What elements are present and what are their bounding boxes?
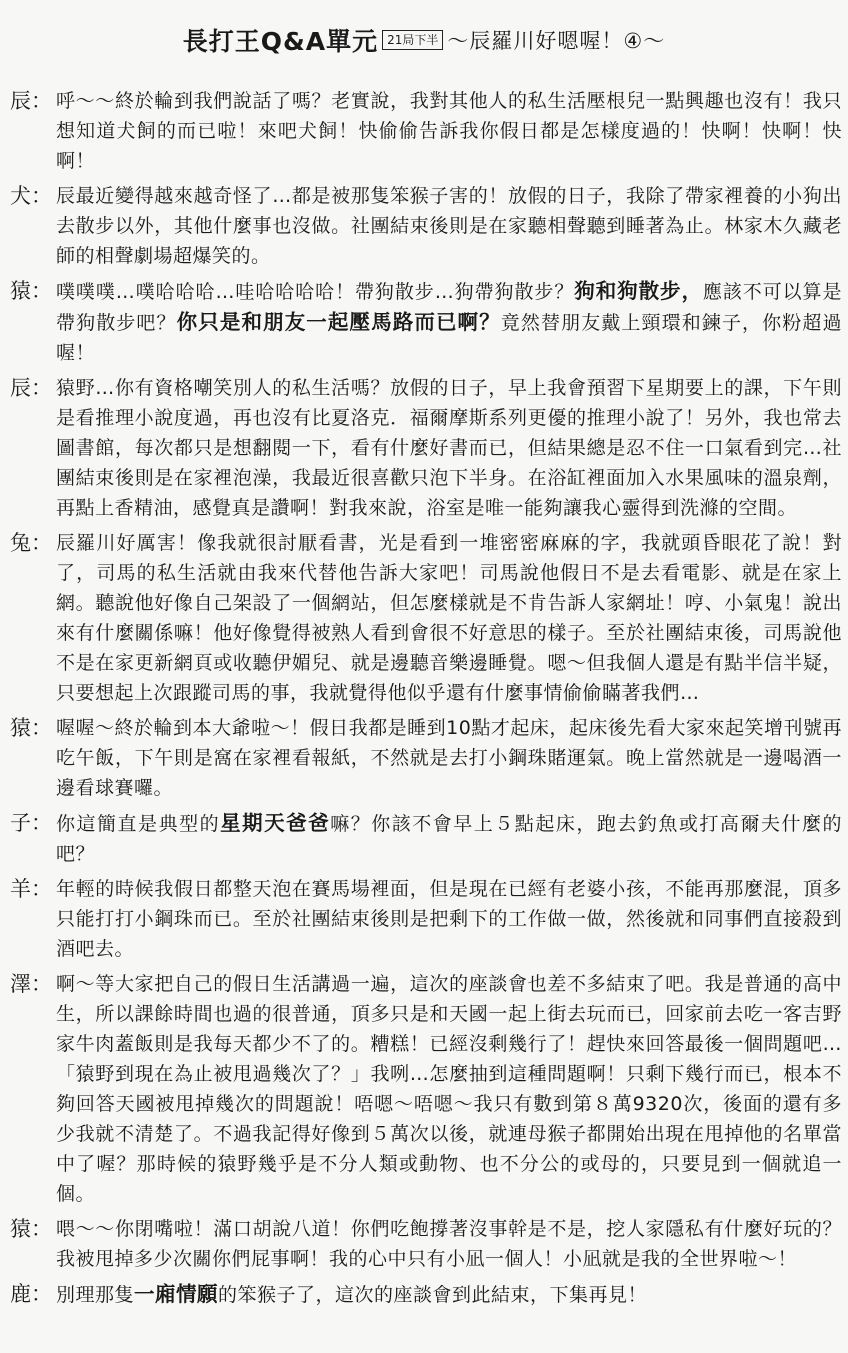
dialogue-entry bbox=[10, 86, 842, 176]
dialogue-list bbox=[10, 86, 842, 1315]
speaker-label: 子： bbox=[10, 811, 52, 835]
speaker-label: 猿： bbox=[10, 716, 52, 740]
speaker-label: 辰： bbox=[10, 89, 52, 113]
dialogue-text bbox=[56, 276, 842, 368]
text-segment: 喔喔～終於輪到本大爺啦～！假日我都是睡到10點才起床，起床後先看大家來起笑增刊號再吃午飯，下午則是窩在家裡看報紙，不然就是去打小鋼珠賭運氣。晚上當然就是一邊喝酒一邊看球賽囉。 bbox=[56, 717, 842, 799]
speaker-label: 羊： bbox=[10, 877, 52, 901]
text-segment: 竟然替朋友戴上頸環和鍊子，你粉超過喔！ bbox=[56, 312, 842, 364]
page-header bbox=[0, 22, 848, 58]
speaker-label: 鹿： bbox=[10, 1282, 52, 1306]
text-segment: 啊～等大家把自己的假日生活講過一遍，這次的座談會也差不多結束了吧。我是普通的高中生，所以課餘時間也過的很普通，頂多只是和天國一起上街去玩而已，回家前去吃一客吉野家牛肉蓋飯則是我每天都少不了的。糟糕！已經沒剩幾行了！趕快來回答最後一個問題吧…「猿野到現在為止被甩過幾次了？」我咧…怎麼抽到這種問題啊！只剩下幾行而已，根本不夠回答天國被甩掉幾次的問題說！唔嗯～唔嗯～我只有數到第８萬9320次，後面的還有多少我就不清楚了。不過我記得好像到５萬次以後，就連母猴子都開始出現在甩掉他的名單當中了喔？那時候的猿野幾乎是不分人類或動物、也不分公的或母的，只要見到一個就追一個。 bbox=[56, 973, 842, 1205]
dialogue-text bbox=[56, 1279, 842, 1310]
dialogue-entry bbox=[10, 808, 842, 869]
text-segment: 辰最近變得越來越奇怪了…都是被那隻笨猴子害的！放假的日子，我除了帶家裡養的小狗出去散步以外，其他什麼事也沒做。社團結束後則是在家聽相聲聽到睡著為止。林家木久藏老師的相聲劇場超爆笑的。 bbox=[56, 185, 842, 267]
dialogue-text bbox=[56, 874, 842, 964]
dialogue-text bbox=[56, 1214, 842, 1274]
dialogue-entry bbox=[10, 276, 842, 368]
dialogue-text bbox=[56, 181, 842, 271]
dialogue-entry bbox=[10, 373, 842, 523]
page-title: 長打王Q&A單元 bbox=[182, 27, 379, 56]
dialogue-entry bbox=[10, 1279, 842, 1310]
dialogue-entry bbox=[10, 713, 842, 803]
episode-tag: 21局下半 bbox=[382, 30, 443, 50]
text-segment: 別理那隻 bbox=[56, 1284, 135, 1306]
speaker-label: 辰： bbox=[10, 376, 52, 400]
text-segment: 你這簡直是典型的 bbox=[56, 813, 221, 835]
speaker-label: 猿： bbox=[10, 279, 52, 303]
text-segment: 年輕的時候我假日都整天泡在賽馬場裡面，但是現在已經有老婆小孩，不能再那麼混，頂多只能打打小鋼珠而已。至於社團結束後則是把剩下的工作做一做，然後就和同事們直接殺到酒吧去。 bbox=[56, 878, 842, 960]
dialogue-entry bbox=[10, 874, 842, 964]
speaker-label: 猿： bbox=[10, 1217, 52, 1241]
dialogue-text bbox=[56, 373, 842, 523]
text-segment: 應該不可以算是帶狗散步吧？ bbox=[56, 281, 842, 334]
text-segment: 的笨猴子了，這次的座談會到此結束，下集再見！ bbox=[218, 1284, 648, 1306]
text-segment: 喂～～你閉嘴啦！滿口胡說八道！你們吃飽撐著沒事幹是不是，挖人家隱私有什麼好玩的？我被甩掉多少次關你們屁事啊！我的心中只有小凪一個人！小凪就是我的全世界啦～！ bbox=[56, 1218, 842, 1270]
dialogue-text bbox=[56, 86, 842, 176]
emphasized-text: 狗和狗散步， bbox=[574, 279, 703, 303]
dialogue-entry bbox=[10, 1214, 842, 1274]
text-segment: 辰羅川好厲害！像我就很討厭看書，光是看到一堆密密麻麻的字，我就頭昏眼花了說！對了，司馬的私生活就由我來代替他告訴大家吧！司馬說他假日不是去看電影、就是在家上網。聽說他好像自己架設了一個網站，但怎麼樣就是不肯告訴人家網址！哼、小氣鬼！說出來有什麼關係嘛！他好像覺得被熟人看到會很不好意思的樣子。至於社團結束後，司馬說他不是在家更新網頁或收聽伊媚兒、就是邊聽音樂邊睡覺。嗯～但我個人還是有點半信半疑，只要想起上次跟蹤司馬的事，我就覺得他似乎還有什麼事情偷偷瞞著我們… bbox=[56, 532, 842, 704]
dialogue-text bbox=[56, 528, 842, 708]
dialogue-entry bbox=[10, 528, 842, 708]
emphasized-text: 一廂情願 bbox=[134, 1282, 219, 1306]
emphasized-text: 星期天爸爸 bbox=[220, 811, 331, 835]
dialogue-entry bbox=[10, 969, 842, 1209]
text-segment: 嘛？你該不會早上５點起床，跑去釣魚或打高爾夫什麼的吧？ bbox=[56, 813, 842, 865]
speaker-label: 澤： bbox=[10, 972, 52, 996]
dialogue-entry bbox=[10, 181, 842, 271]
speaker-label: 兔： bbox=[10, 531, 52, 555]
dialogue-text bbox=[56, 969, 842, 1209]
text-segment: 猿野…你有資格嘲笑別人的私生活嗎？放假的日子，早上我會預習下星期要上的課，下午則是看推理小說度過，再也沒有比夏洛克．福爾摩斯系列更優的推理小說了！另外，我也常去圖書館，每次都只是想翻閱一下，看有什麼好書而已，但結果總是忍不住一口氣看到完…社團結束後則是在家裡泡澡，我最近很喜歡只泡下半身。在浴缸裡面加入水果風味的溫泉劑，再點上香精油，感覺真是讚啊！對我來說，浴室是唯一能夠讓我心靈得到洗滌的空間。 bbox=[56, 377, 842, 519]
page-subtitle: ～辰羅川好嗯喔！④～ bbox=[447, 29, 666, 53]
dialogue-text bbox=[56, 808, 842, 869]
text-segment: 呼～～終於輪到我們說話了嗎？老實說，我對其他人的私生活壓根兒一點興趣也沒有！我只想知道犬飼的而已啦！來吧犬飼！快偷偷告訴我你假日都是怎樣度過的！快啊！快啊！快啊！ bbox=[56, 90, 842, 172]
emphasized-text: 你只是和朋友一起壓馬路而已啊？ bbox=[176, 310, 501, 334]
text-segment: 噗噗噗…噗哈哈哈…哇哈哈哈哈！帶狗散步…狗帶狗散步？ bbox=[56, 281, 575, 303]
speaker-label: 犬： bbox=[10, 184, 52, 208]
dialogue-text bbox=[56, 713, 842, 803]
